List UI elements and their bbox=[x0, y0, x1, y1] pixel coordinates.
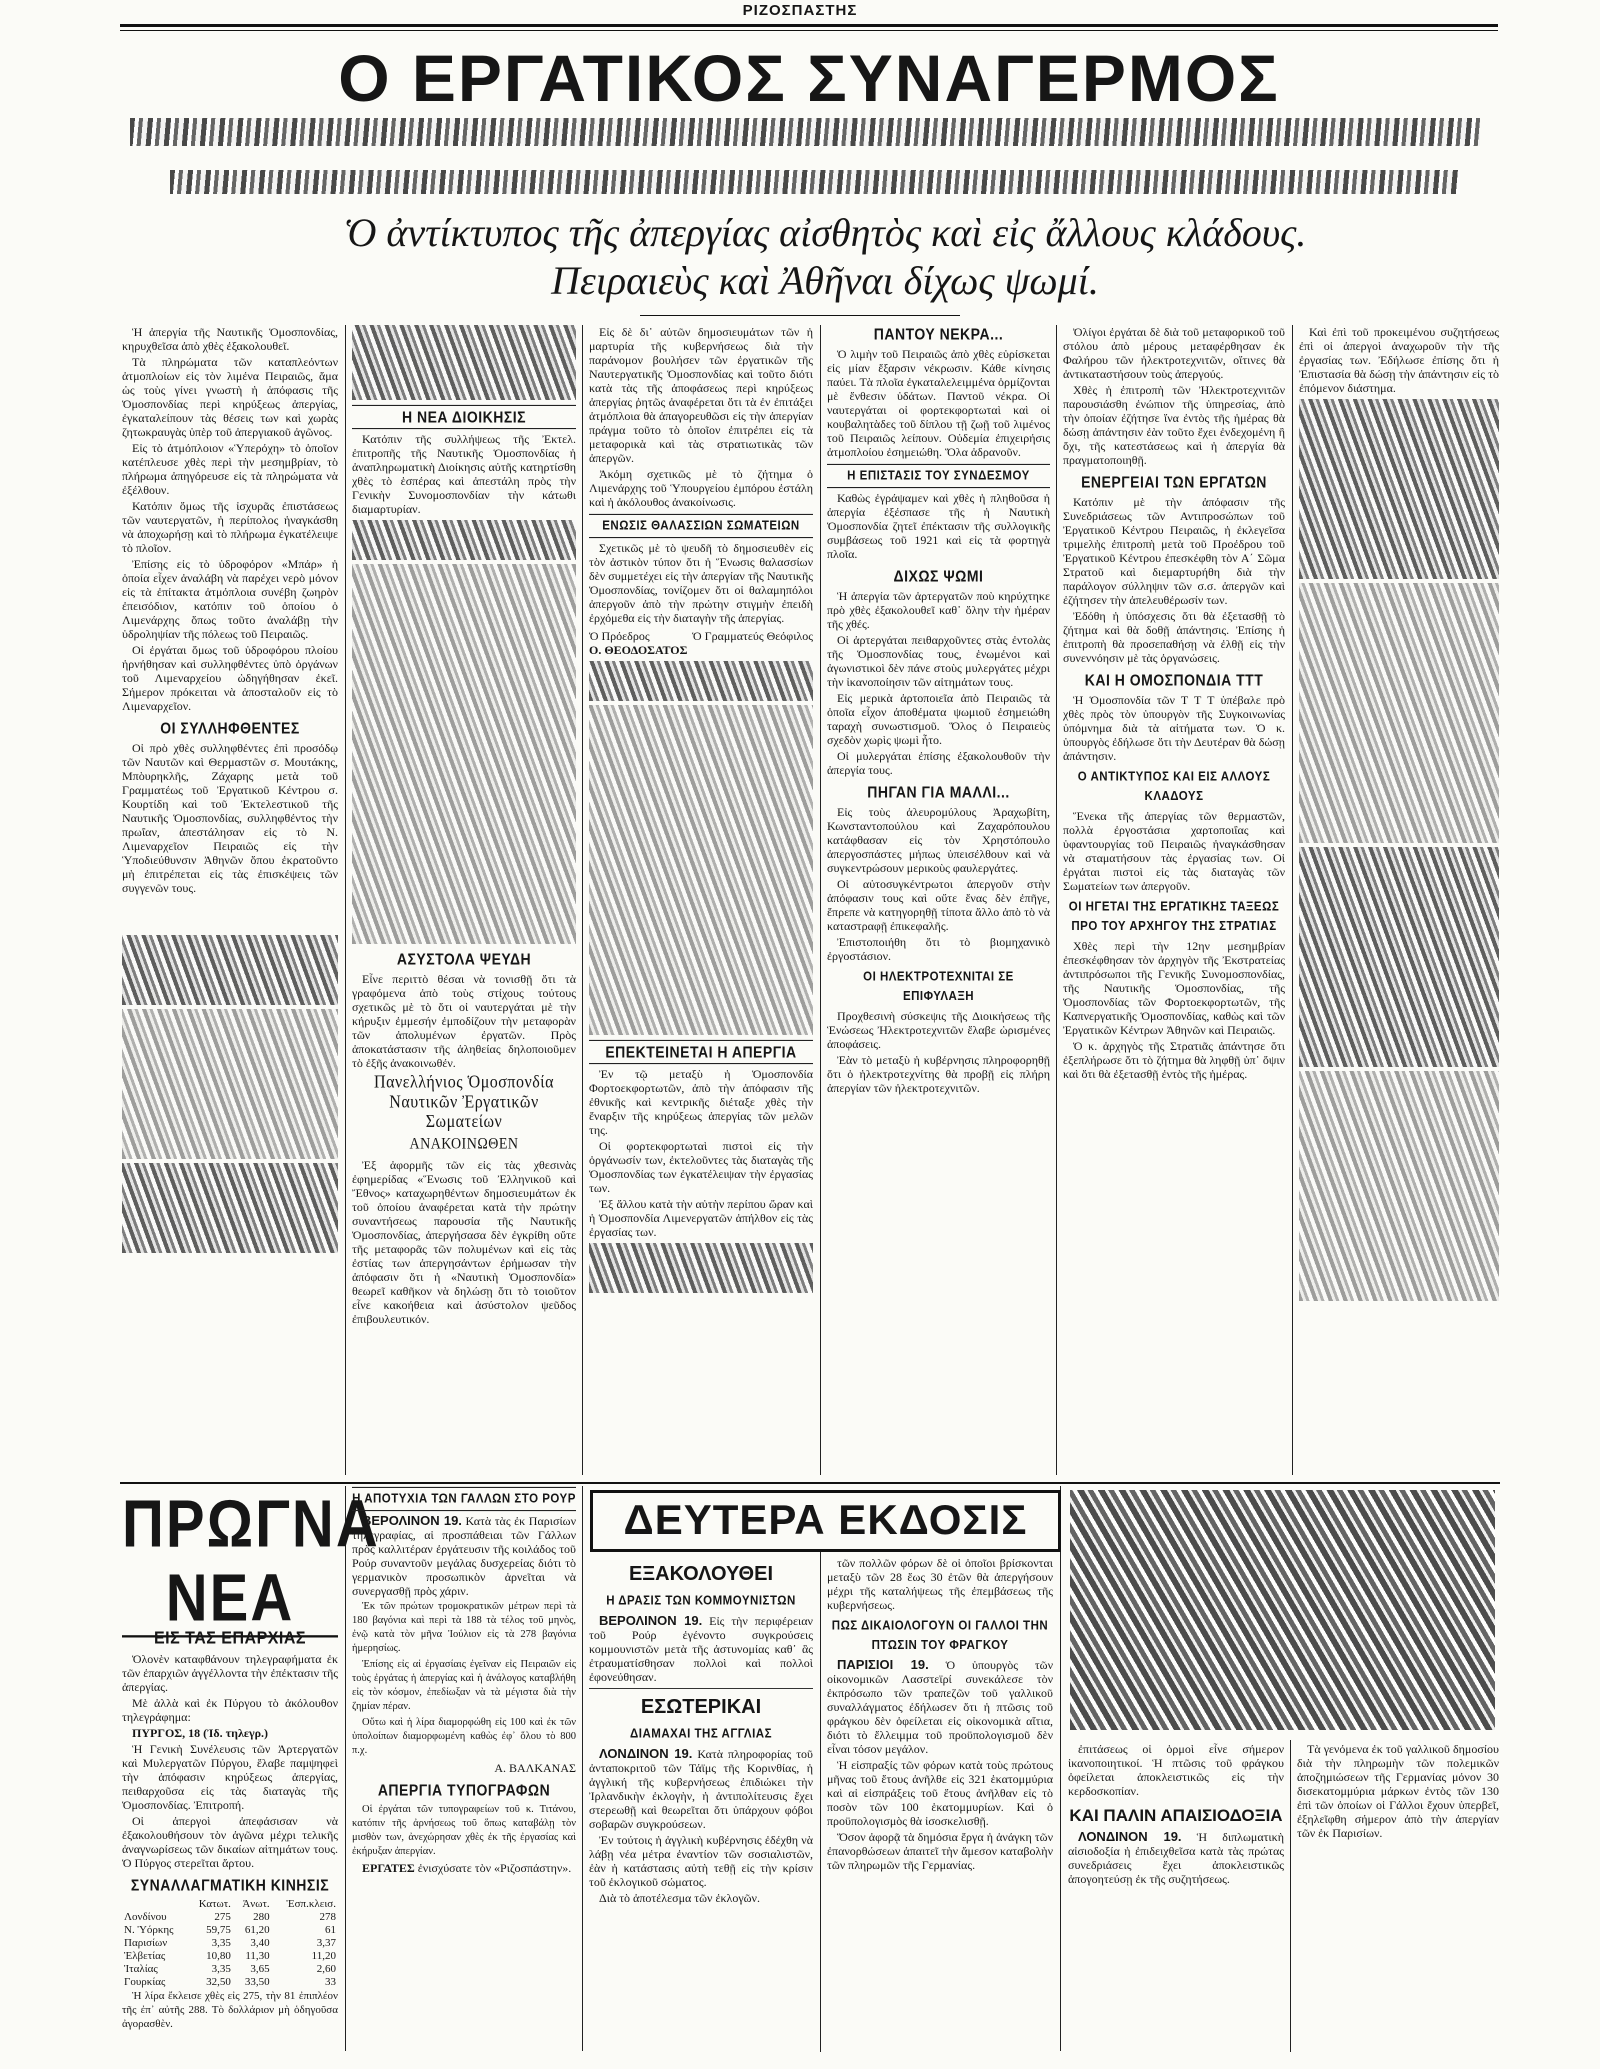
dateline: ΒΕΡΟΛΙΝΟΝ 19. bbox=[599, 1613, 703, 1628]
article-column-2 bbox=[352, 325, 576, 1475]
paragraph: Εἰς δὲ δι᾽ αὐτῶν δημοσιευμάτων τῶν ἡ μαρτυρία τῆς κυβερνήσεως διὰ τὴν παράνομον βουλήσεν τῶν ἐργατικῶν τῆς Ναυτεργατικῆς Ὁμοσπονδίας καὶ τοῦτο διότι κατὰ τὰς τῆς ἀποφάσεως περὶ κηρύξεως ἀπεργίας ῥητῶς ἀναφέρεται ὅτι τὰ ἐν ἐπιτάξει ἀτμόπλοια θὰ ἀπαγορευθῶσι εἰς τὴν ἀπεργίαν πράγμα τοῦτο τὸ ὁποῖον ἐπιτρέπει εἰς τὰ μεταφορικὰ καὶ τὰς στρατιωτικὰς τῶν ἀπεργῶν. bbox=[589, 325, 813, 465]
illegible-text-block bbox=[1070, 1490, 1495, 1730]
illegible-text-block bbox=[352, 564, 576, 944]
illegible-text-block bbox=[1299, 847, 1499, 1067]
column-separator bbox=[820, 325, 821, 1475]
paragraph: Κατόπιν μὲ τὴν ἀπόφασιν τῆς Συνεδριάσεως τῶν Αντιπροσώπων τοῦ Ἐργατικοῦ Κέντρου Πειραιῶς, ἡ ἐκλεγεῖσα τριμελὴς ἐπιτροπὴ μετὰ τοῦ Προέδρου τοῦ Ἐργατικοῦ Κέντρου ἐπεσκέφθη τὸν Α΄ Σῶμα Στρατοῦ καὶ διεμαρτυρήθη διὰ τὴν παράλογον σύλληψιν τῶν σ.σ. ἀπεργῶν καὶ ἐζήτησεν τὴν ἀπελευθέρωσίν των. bbox=[1063, 495, 1285, 607]
dateline: ΠΥΡΓΟΣ, 18 (Ἰδ. τηλεγρ.) bbox=[132, 1726, 269, 1740]
table-cell: 10,80 bbox=[206, 1950, 231, 1962]
paragraph: Ἐξ ἀφορμῆς τῶν εἰς τὰς χθεσινὰς ἐφημερίδας «Ἕνωσις τοῦ Ἐλληνικοῦ καὶ Ἔθνος» καταχωρηθέντων δημοσιευμάτων ἐκ τοῦ ὁποίου ἀναφέρεται κατὰ τὴν πρώτην συναντήσεως παρουσία τῆς Ναυτικῆς Ὁμοσπονδίας, ἀπεργήσασα δὲν ἐγκρίθη οὔτε τῆς μεταφορᾶς τῶν πολυμένων καὶ εἰς τὰς ἐστίας των ἀπεργησάντων ἐρήμωσαν τὴν ἀπόφασιν ὅτι ἡ «Ναυτικὴ Ὁμοσπονδία» θεωρεῖ καθῆκον νὰ δηλώσῃ ὅτι τὸ τοιοῦτον εἶνε κακοήθεια καὶ ἀσύστολον ψεῦδος ἐπιβουλευτικόν. bbox=[352, 1158, 576, 1326]
article-proina-nea bbox=[122, 1486, 380, 2058]
illegible-text-block bbox=[122, 1163, 338, 1253]
paragraph: Οὕτω καὶ ἡ λίρα διαμορφώθη εἰς 100 καὶ ἐκ τῶν ὑπολοίπων διαμορφωμένη καθὼς ἐφ᾽ ὅλου τὸ 800 π.χ. bbox=[352, 1717, 576, 1756]
paragraph: Ἐν τούτοις ἡ ἀγγλικὴ κυβέρνησις ἐδέχθη νὰ λάβῃ νέα μέτρα ἐναντίον τῶν σοσιαλιστῶν, ἐὰν ἡ κατάστασις αὐτὴ τεθῇ εἰς τὴν κρίσιν τοῦ ἐκλογικοῦ σώματος. bbox=[589, 1833, 813, 1889]
section-heading: ΕΞΑΚΟΛΟΥΘΕΙ bbox=[628, 1563, 774, 1585]
section-heading: ΚΑΙ Η ΟΜΟΣΠΟΝΔΙΑ ΤΤΤ bbox=[1084, 671, 1264, 689]
table-row bbox=[122, 1911, 338, 1924]
paragraph: Ἐδόθη ἡ ὑπόσχεσις ὅτι θὰ ἐξετασθῇ τὸ ζήτημα καὶ θὰ δοθῇ ἀπάντησις. Ἐπίσης ἡ ἐπιτροπὴ θὰ προσεπαθήσῃ νὰ ἐλθῇ εἰς τὴν συνεννόησιν μὲ τὰς ὀργανώσεις. bbox=[1063, 609, 1285, 665]
section-heading: Η ΕΠΙΣΤΑΣΙΣ ΤΟΥ ΣΥΝΔΕΣΜΟΥ bbox=[827, 464, 1050, 488]
paragraph: Εἶνε περιττὸ θέσαι νὰ τονισθῇ ὅτι τὰ γραφόμενα ἀπὸ τοὺς στίχους τούτους σχετικῶς μὲ τὸ ὅτι οἱ ναυτεργάται μὲ τὴν κήρυξιν ἐμμεσήν ἐμποδίζουν τὴν μεταφορὰν τῶν ἀπολυμένων ἐργατῶν. Πρὸς ἀποκατάστασιν τῆς ἀληθείας δηλοποιοῦμεν τὸ ἐξῆς ἀνακοινωθέν. bbox=[352, 972, 576, 1070]
signature-president: Ὁ Πρόεδρος Ο. ΘΕΟΔΟΣΑΤΟΣ bbox=[589, 629, 688, 657]
table-cell: 3,35 bbox=[211, 1937, 231, 1949]
column-separator bbox=[345, 1486, 346, 2051]
paragraph: Ἐξ ἄλλου κατὰ τὴν αὐτὴν περίπου ὥραν καὶ ἡ Ὁμοσπονδία Λιμενεργατῶν ἀπήλθον εἰς τὰς ἐργασίας των. bbox=[589, 1197, 813, 1239]
article-exakolouthei bbox=[589, 1556, 813, 2056]
paper-name: ΡΙΖΟΣΠΑΣΤΗΣ bbox=[742, 2, 858, 19]
table-cell: 280 bbox=[253, 1911, 270, 1923]
table-row bbox=[122, 1976, 338, 1989]
article-column-3 bbox=[589, 325, 813, 1475]
section-heading: ΠΗΓΑΝ ΓΙΑ ΜΑΛΛΙ... bbox=[867, 783, 1010, 801]
paragraph: Οἱ πρὸ χθὲς συλληφθέντες ἐπὶ προσόδῳ τῶν Ναυτῶν καὶ Θερμαστῶν σ. Μουτάκης, Μπὸυρηκλῆς, Ζάχαρης μετὰ τοῦ Γραμματέως τοῦ Ἐργατικοῦ Κέντρου σ. Κουρτίδη καὶ τοῦ Ἐκτελεστικοῦ τῆς Ναυτικῆς Ὁμοσπονδίας, συλληφθέντος τὴν πρωΐαν, ἀπεστάλησαν εἰς τὸ Ν. Λιμεναρχεῖον Πειραιῶς εἰς τὴν Ὑποδιεύθυνσιν Ἀθηνῶν ὅπου ἐκρατοῦντο μὴ ἐπιτρέπεται εἰς τὰς ἐπισκέψεις τῶν συγγενῶν τους. bbox=[122, 741, 338, 895]
column-separator bbox=[1056, 325, 1057, 1475]
second-edition-banner: ΔΕΥΤΕΡΑ ΕΚΔΟΣΙΣ bbox=[590, 1490, 1061, 1552]
paragraph: Εἰς τὸ ἀτμόπλοιον «Ὑπερόχη» τὸ ὁποῖον κατέπλευσε χθὲς περὶ τὴν μεσημβρίαν, τὸ πλήρωμα ἀπηγόρευσε εἰς τὰ πληρώματα νὰ ἐξέλθουν. bbox=[122, 441, 338, 497]
section-heading: ΠΩΣ ΔΙΚΑΙΟΛΟΓΟΥΝ ΟΙ ΓΑΛΛΟΙ ΤΗΝ ΠΤΩΣΙΝ ΤΟΥ ΦΡΑΓΚΟΥ bbox=[831, 1619, 1049, 1653]
table-cell: 275 bbox=[214, 1911, 231, 1923]
column-separator bbox=[582, 1486, 583, 2051]
illegible-text-block bbox=[352, 520, 576, 560]
paragraph: Προχθεσινὴ σύσκεψις τῆς Διοικήσεως τῆς Ἑνώσεως Ἠλεκτροτεχνιτῶν ἔλαβε ὡρισμένες ἀποφάσεις. bbox=[827, 1009, 1050, 1051]
subhead-line-1: Ὁ ἀντίκτυπος τῆς ἀπεργίας αἰσθητὸς καὶ εἰς ἄλλους κλάδους. bbox=[343, 210, 1307, 255]
table-cell: 3,37 bbox=[316, 1937, 336, 1949]
section-heading: ΕΠΕΚΤΕΙΝΕΤΑΙ Η ΑΠΕΡΓΙΑ bbox=[589, 1040, 813, 1064]
paragraph: ἐπιτάσεως οἱ ὁρμοὶ εἶνε σήμερον ἱκανοποιητικοί. Ἡ πτῶσις τοῦ φράγκου ὀφείλεται ἀποκλειστικῶς εἰς τὴν κερδοσκοπίαν. bbox=[1068, 1742, 1284, 1798]
paragraph: Ὀλίγοι ἐργάται δὲ διὰ τοῦ μεταφορικοῦ τοῦ στόλου ἀπὸ μέρους μεταφέρθησαν ἐκ Φαλήρου τῶν ἠλεκτροτεχνιτῶν, οἵτινες θὰ ἀντικαταστήσουν τοὺς ἀπεργούς. bbox=[1063, 325, 1285, 381]
illegible-text-block bbox=[1299, 399, 1499, 579]
table-cell: 3,40 bbox=[250, 1937, 270, 1949]
paragraph: ΒΕΡΟΛΙΝΟΝ 19. Εἰς τὴν περιφέρειαν τοῦ Ρούρ ἐγένοντο συγκρούσεις κομμουνιστῶν μετὰ τῆς ἀστυνομίας καθ᾽ ἃς ἐτραυματίσθησαν πολλοὶ καὶ πολλοὶ ἐφονεύθησαν. bbox=[589, 1613, 813, 1684]
table-header: Ἀνωτ. bbox=[242, 1898, 270, 1910]
dateline: ΠΑΡΙΣΙΟΙ 19. bbox=[837, 1657, 929, 1672]
section-heading: ΚΑΙ ΠΑΛΙΝ ΑΠΑΙΣΙΟΔΟΞΙΑ bbox=[1069, 1806, 1283, 1825]
paragraph: Εἰς μερικὰ ἀρτοποιεῖα ἀπὸ Πειραιῶς τὰ ὁποῖα εἶχον ἀποθέματα ψωμιοῦ ἐσημειώθη ταραχὴ συνωστισμοῦ. Ὅλος ὁ Πειραιεὺς σχεδὸν χωρὶς ψωμὶ ἦτο. bbox=[827, 691, 1050, 747]
table-cell: 278 bbox=[319, 1911, 336, 1923]
section-heading: ΠΑΝΤΟΥ ΝΕΚΡΑ... bbox=[873, 325, 1004, 343]
divider bbox=[589, 1688, 813, 1689]
section-heading: ΕΝΩΣΙΣ ΘΑΛΑΣΣΙΩΝ ΣΩΜΑΤΕΙΩΝ bbox=[589, 514, 813, 538]
article-franc bbox=[827, 1556, 1053, 2056]
article-right-lower-1 bbox=[1068, 1742, 1284, 2057]
table-row bbox=[122, 1924, 338, 1937]
paragraph: Ἐν τῷ μεταξὺ ἡ Ὁμοσπονδία Φορτοεκφορτωτῶν, ἀπὸ τὴν ἀπόφασιν τῆς ἐθνικῆς καὶ κεντρικῆς διέταξε χθὲς τὴν ἔναρξιν τῆς κηρύξεως ἀπεργίας τῶν μελῶν της. bbox=[589, 1067, 813, 1137]
section-heading: Η ΑΠΟΤΥΧΙΑ ΤΩΝ ΓΑΛΛΩΝ ΣΤΟ ΡΟΥΡ bbox=[352, 1487, 576, 1511]
column-separator bbox=[1060, 1486, 1061, 2051]
table-header bbox=[122, 1898, 188, 1911]
table-cell: 2,60 bbox=[316, 1963, 336, 1975]
paragraph: Κατόπιν ὅμως τῆς ἰσχυρᾶς ἐπιστάσεως τῶν ναυτεργατῶν, ἡ περίπολος ἠναγκάσθη νὰ ἀποχωρήσῃ καὶ τὸ πλήρωμα ἐγκατέλειψε τὸ πλοῖον. bbox=[122, 499, 338, 555]
paragraph: Ἐπίσης εἰς τὸ ὑδροφόρον «Μπάρ» ἡ ὁποία εἶχεν ἀναλάβη νὰ παρέχει νερὸ μόνον εἰς τὰ ἐπίτακτα ἀτμόπλοια συνέβη ζωηρὸν ἐπεισόδιον, κατόπιν τοῦ ὁποίου ὁ Λιμενάρχης ὅπως τοῦτο ἀναλάβῃ τὴν ὑδροληψίαν τῆς πόλεως τοῦ Πειραιῶς. bbox=[122, 557, 338, 641]
section-heading: ΣΥΝΑΛΛΑΓΜΑΤΙΚΗ ΚΙΝΗΣΙΣ bbox=[130, 1876, 330, 1894]
section-heading: Ο ΑΝΤΙΚΤΥΠΟΣ ΚΑΙ ΕΙΣ ΑΛΛΟΥΣ ΚΛΑΔΟΥΣ bbox=[1077, 770, 1271, 804]
smeared-deck-2 bbox=[170, 170, 1460, 194]
table-row bbox=[122, 1937, 338, 1950]
signature-block bbox=[589, 629, 813, 657]
article-right-lower-2 bbox=[1297, 1742, 1499, 2057]
exchange-rate-table bbox=[122, 1898, 338, 1989]
signature: Α. ΒΑΛΚΑΝΑΣ bbox=[494, 1761, 576, 1775]
paragraph bbox=[122, 1726, 338, 1740]
section-heading: ΕΡΓΑΤΕΣ bbox=[362, 1861, 415, 1875]
column-separator bbox=[820, 1552, 821, 2052]
top-rule bbox=[120, 24, 1498, 27]
paragraph: Ἡ εἰσπραξίς τῶν φόρων κατὰ τοὺς πρώτους μῆνας τοῦ ἔτους ἀνῆλθε εἰς 321 ἑκατομμύρια καὶ αἱ εἰσπράξεις τοῦ ἔτους ἀνῆλθαν εἰς τὸ ποσὸν τῶν 100 ἑκατομμυρίων. Καὶ ὁ προϋπολογισμὸς θὰ ἰσοσκελισθῇ. bbox=[827, 1758, 1053, 1828]
paragraph: Ἐκ τῶν πρώτων τρομοκρατικῶν μέτρων περὶ τὰ 180 βαγόνια καὶ περὶ τὰ 188 τὰ τέλος τοῦ μηνὸς, ἐνῷ κατὰ τὸν μῆνα Ἰούλιον εἰς τὰ 278 βαγόνια ἡμερησίως. bbox=[352, 1601, 576, 1654]
paragraph: ΕΡΓΑΤΕΣ ἐνισχύσατε τὸν «Ριζοσπάστην». bbox=[362, 1861, 572, 1875]
paragraph: ΒΕΡΟΛΙΝΟΝ 19. Κατὰ τὰς ἐκ Παρισίων τηλεγραφίας, αἱ προσπάθειαι τῶν Γάλλων πρὸς καλλιτέραν ἐργάτευσιν τῆς κοιλάδος τοῦ Ρούρ συναντοῦν μεγάλας δυσχερείας διότι τὸ γερμανικὸν προσωπικὸν ἀρνεῖται νὰ συνεργασθῇ πρὸς χάριν. bbox=[352, 1513, 576, 1598]
section-heading: ΟΙ ΗΓΕΤΑΙ ΤΗΣ ΕΡΓΑΤΙΚΗΣ ΤΑΞΕΩΣ ΠΡΟ ΤΟΥ ΑΡΧΗΓΟΥ ΤΗΣ ΣΤΡΑΤΙΑΣ bbox=[1068, 900, 1280, 934]
article-ruhr bbox=[352, 1488, 576, 2058]
table-cell: 61 bbox=[325, 1924, 336, 1936]
paragraph: ΠΑΡΙΣΙΟΙ 19. Ὁ ὑπουργὸς τῶν οἰκονομικῶν Λασστεϊρί συνεκάλεσε τὸν ἐκπρόσωπο τῶν τραπεζῶν τοῦ γαλλικοῦ συναλλάγματος ἐδήλωσεν ὅτι ἡ πτῶσις τοῦ φράγκου δὲν ὀφείλεται εἰς οἰκονομικὰ αἴτια, διότι τὸ ἔλλειμμα τοῦ προϋπολογισμοῦ δὲν εἶναι τόσον μεγάλον. bbox=[827, 1657, 1054, 1756]
paragraph: Οἱ ἀρτεργάται πειθαρχοῦντες στὰς ἐντολὰς τῆς Ὁμοσπονδίας τους, ἑνωμένοι καὶ ἀγωνιστικοὶ δὲν πάνε στοὺς μυλεργάτες μέχρι τὴν ἱκανοποίησιν τῶν αἰτημάτων τους. bbox=[827, 633, 1050, 689]
paragraph: Καθὼς ἐγράψαμεν καὶ χθὲς ἡ πληθοῦσα ἡ ἀπεργία ἐξέσπασε τῆς ἡ Ναυτικὴ Ὁμοσπονδία ζητεῖ ἐπέκτασιν τῆς συλλογικῆς συμβάσεως τοῦ 1921 καὶ εἰς τὰ φορτηγὰ πλοῖα. bbox=[827, 491, 1050, 561]
table-cell: Γουρκίας bbox=[124, 1976, 166, 1988]
paragraph: Ἡ Γενικὴ Συνέλευσις τῶν Ἀρτεργατῶν καὶ Μυλεργατῶν Πύργου, ἔλαβε παμψηφεὶ τὴν ἀπόφασιν κηρύξεως ἀπεργίας, πειθαρχοῦσα εἰς τὰς διαταγὰς τῆς Ὁμοσπονδίας. Ἐπιτροπή. bbox=[122, 1742, 338, 1812]
dateline: ΛΟΝΔΙΝΟΝ 19. bbox=[599, 1746, 693, 1761]
section-heading: ΟΙ ΣΥΛΛΗΦΘΕΝΤΕΣ bbox=[160, 719, 300, 737]
paragraph: Ἡ Ὁμοσπονδία τῶν Τ Τ Τ ὑπέβαλε πρὸ χθὲς πρὸς τὸν ὑπουργὸν τῆς Συγκοινωνίας ὑπόμνημα διὰ τὰ αἰτήματα των. Ὁ κ. ὑπουργὸς ἐδήλωσε ὅτι τὴν Δευτέραν θὰ δώσῃ ἀπάντησιν. bbox=[1063, 693, 1285, 763]
paragraph: Τὰ γενόμενα ἐκ τοῦ γαλλικοῦ δημοσίου διὰ τὴν πληρωμὴν τῶν πολεμικῶν ἀποζημιώσεων τῆς Γερμανίας μόνον 30 δισεκατομμύρια μάρκων ἐντὸς τῶν 130 ἐπὶ τῶν ὁποίων οἱ Γάλλοι ἔχουν ὑπερβεῖ, ἐξηλεῖφθη σήμερον ἀπὸ τὴν ἀπεργίαν τῶν ἐκ Παρισίων. bbox=[1297, 1742, 1499, 1840]
illegible-text-block bbox=[122, 935, 338, 1005]
dateline: ΒΕΡΟΛΙΝΟΝ 19. bbox=[362, 1513, 462, 1528]
section-heading: ΑΝΑΚΟΙΝΩΘΕΝ bbox=[409, 1136, 519, 1153]
section-heading: ΔΙΧΩΣ ΨΩΜΙ bbox=[893, 567, 984, 585]
section-heading: Η ΝΕΑ ΔΙΟΙΚΗΣΙΣ bbox=[352, 405, 576, 429]
paragraph: Οἱ αὐτοσυγκέντρωτοι ἀπεργοῦν στὴν ἀπόφασιν τους καὶ οὔτε ἕνας δὲν ἐπῆγε, ἔπρεπε νὰ κατηγορηθῇ τίποτα ἄλλο ἀπὸ τὸ νὰ καταστραφῇ ἐπικεφαλῆς. bbox=[827, 877, 1050, 933]
top-rule-thin bbox=[120, 30, 1498, 31]
illegible-text-block bbox=[589, 1243, 813, 1293]
paragraph: Εἰς τοὺς ἀλευρομύλους Ἀραχωβίτη, Κωνσταντοπούλου καὶ Ζαχαρόπουλου κατάφθασαν εἰς τὸν Χρηστόπουλο ἀπεργοσπάστες μήπως ὑπεισέλθουν καὶ νὰ συγκεντρώσουν μερικοὺς φαυλεργάτες. bbox=[827, 805, 1050, 875]
column-separator bbox=[582, 325, 583, 1475]
article-column-1 bbox=[122, 325, 338, 1475]
signature-secretary: Ὁ Γραμματεύς Θεόφιλος bbox=[692, 629, 813, 643]
section-subheading: Η ΔΡΑΣΙΣ ΤΩΝ ΚΟΜΜΟΥΝΙΣΤΩΝ bbox=[606, 1594, 796, 1608]
proina-nea-title: ΠΡΩΓΝΑ ΝΕΑ bbox=[122, 1488, 338, 1638]
table-header: Κατωτ. bbox=[198, 1898, 231, 1910]
section-heading: Πανελλήνιος Ὁμοσπονδία Ναυτικῶν Ἐργατικῶν Σωματείων bbox=[374, 1073, 554, 1132]
paragraph: Ὁ κ. ἀρχηγὸς τῆς Στρατιᾶς ἀπάντησε ὅτι ἐξεπλήρωσε ὅτι τὸ ζήτημα θὰ ληφθῇ ὑπ᾽ ὄψιν καὶ ὅτι θὰ ἐξετασθῇ ἐντὸς τῆς ἡμέρας. bbox=[1063, 1039, 1285, 1081]
paragraph: Οἱ ἐργάται τῶν τυπογραφείων τοῦ κ. Τιτάνου, κατόπιν τῆς ἀρνήσεως τοῦ ὅπως καταβάλῃ τὸν μισθὸν των, ἀνεχώρησαν χθὲς ἐκ τῆς ἐργασίας καὶ ἐκήρυξαν ἀπεργίαν. bbox=[352, 1804, 576, 1857]
article-column-5 bbox=[1063, 325, 1285, 1475]
paragraph: Τὰ πληρώματα τῶν καταπλεόντων ἀτμοπλοίων εἰς τὸν λιμένα Πειραιῶς, ἅμα ὡς τοὺς γίνει γνωστὴ ἡ ἀπόφασις τῆς Ὁμοσπονδίας περὶ κηρύξεως ἀπεργίας, ἐγκαταλείπουν τὰς θέσεις των καὶ χωρὰς ζητωκραυγὰς ὑπὲρ τοῦ ἀπεργιακοῦ ἀγῶνος. bbox=[122, 355, 338, 439]
table-cell: 61,20 bbox=[244, 1924, 270, 1936]
paragraph: Οἱ ἀπεργοὶ ἀπεφάσισαν νὰ ἐξακολουθήσουν τὸν ἀγῶνα μέχρι τελικῆς ἀναγνωρίσεως τῶν δικαίων αἰτημάτων τους. Ὁ Πύργος στερεῖται ἄρτου. bbox=[122, 1814, 338, 1870]
table-cell: Ν. Ὑόρκης bbox=[124, 1924, 174, 1936]
subhead-line-2: Πειραιεὺς καὶ Ἀθῆναι δίχως ψωμί. bbox=[551, 258, 1099, 303]
paragraph: Μὲ ἀλλὰ καὶ ἐκ Πύργου τὸ ἀκόλουθον τηλεγράφημα: bbox=[122, 1696, 338, 1724]
paragraph: Οἱ μυλεργάται ἐπίσης ἐξακολουθοῦν τὴν ἀπεργία τους. bbox=[827, 749, 1050, 777]
paragraph: ΛΟΝΔΙΝΟΝ 19. Ἡ διπλωματικὴ αἰσιοδοξία ἡ ἐπιδειχθεῖσα κατὰ τὰς πρώτας συνεδριάσεις ἔχει ἀποκλειστικῶς ἀπογοητεύσῃ ἐκ τῆς συζητήσεως. bbox=[1068, 1829, 1284, 1886]
paragraph: Χθὲς ἡ ἐπιτροπὴ τῶν Ἠλεκτροτεχνιτῶν παρουσιάσθη ἐνώπιον τῆς ὑπηρεσίας, ἀπὸ τὴν ὁποίαν ἐζήτησε ἵνα ἐντὸς τῆς ἡμέρας θὰ δώσῃ ἀπάντησιν ἐὰν τοῦτο ἔχει ἐνδεχομένη ἢ ὄχι, τῆς κατεστάσεως καὶ ἡ ἀπεργία θὰ πραγματοποιηθῇ. bbox=[1063, 383, 1285, 467]
illegible-text-block bbox=[352, 325, 576, 400]
section-heading: ΕΝΕΡΓΕΙΑΙ ΤΩΝ ΕΡΓΑΤΩΝ bbox=[1081, 473, 1267, 491]
paragraph: Διὰ τὸ ἀποτέλεσμα τῶν ἐκλογῶν. bbox=[599, 1891, 760, 1905]
table-cell: 11,30 bbox=[245, 1950, 270, 1962]
section-heading: ΟΙ ΗΛΕΚΤΡΟΤΕΧΝΙΤΑΙ ΣΕ ΕΠΙΦΥΛΑΞΗ bbox=[863, 970, 1014, 1004]
paragraph: Ὅσον ἀφορᾷ τὰ δημόσια ἔργα ἡ ἀνάγκη τῶν ἐπανορθώσεων ἀπαιτεῖ τὴν ἄμεσον καταβολὴν τῶν πληρωμῶν τῆς Γερμανίας. bbox=[827, 1830, 1053, 1872]
subhead-rule bbox=[640, 315, 960, 316]
paragraph: Ὁλονὲν καταφθάνουν τηλεγραφήματα ἐκ τῶν ἐπαρχιῶν ἀγγέλλοντα τὴν ἐπέκτασιν τῆς ἀπεργίας. bbox=[122, 1652, 338, 1694]
paragraph: Οἱ φορτεκφορτωταὶ πιστοὶ εἰς τὴν ὀργάνωσίν των, ἐκτελοῦντες τὰς διαταγὰς τῆς Ὁμοσπονδίας των ἐγκατέλειψαν τὴν ἐργασίας των. bbox=[589, 1139, 813, 1195]
section-subheading: ΔΙΑΜΑΧΑΙ ΤΗΣ ΑΓΓΛΙΑΣ bbox=[630, 1727, 772, 1741]
banner-headline: Ο ΕΡΓΑΤΙΚΟΣ ΣΥΝΑΓΕΡΜΟΣ bbox=[338, 41, 1280, 115]
paragraph: Οἱ ἐργάται ὅμως τοῦ ὑδροφόρου πλοίου ἠρνήθησαν καὶ συλληφθέντες ὑπὸ ὀργάνων τοῦ Λιμεναρχείου ὡδηγήθησαν ἐκεῖ. Σήμερον πρόκειται νὰ ἀποσταλοῦν εἰς τὸ Λιμεναρχεῖον. bbox=[122, 643, 338, 713]
illegible-text-block bbox=[122, 1009, 338, 1159]
article-column-4 bbox=[827, 325, 1050, 1475]
table-cell: Ἑλβετίας bbox=[124, 1950, 166, 1962]
table-cell: 33 bbox=[325, 1976, 336, 1988]
paragraph: Χθὲς περὶ τὴν 12ην μεσημβρίαν ἐπεσκέφθησαν τὸν ἀρχηγὸν τῆς Ἐκστρατείας ἀντιπρόσωποι τῆς Γενικῆς Συνομοσπονδίας, τῆς Ναυτικῆς Ὁμοσπονδίας, τῆς Ὁμοσπονδίας τῶν Φορτοεκφορτωτῶν, τῆς Καπνεργατικῆς Ὁμοσπονδίας, καθὼς καὶ τῶν Ἐργατικῶν Κέντρων Ἀθηνῶν καὶ Πειραιῶς. bbox=[1063, 939, 1285, 1037]
article-column-6 bbox=[1299, 325, 1499, 1475]
illegible-text-block bbox=[1299, 583, 1499, 843]
column-separator bbox=[345, 325, 346, 1475]
table-cell: 11,20 bbox=[311, 1950, 336, 1962]
section-heading: ΑΠΕΡΓΙΑ ΤΥΠΟΓΡΑΦΩΝ bbox=[377, 1781, 551, 1799]
dateline: ΛΟΝΔΙΝΟΝ 19. bbox=[1078, 1829, 1182, 1844]
paragraph: Ὁ λιμὴν τοῦ Πειραιῶς ἀπὸ χθὲς εὑρίσκεται εἰς μίαν ἔξαρσιν νέκρωσιν. Κάθε κίνησις παύει. Τὰ πλοῖα ἐγκαταλελειμμένα ὁρμίζονται μὲ ἔνθεσιν ὑδάτων. Παντοῦ νέκρα. Οἱ ναυτεργάται οἱ φορτεκφορτωταὶ καὶ οἱ κουβαλητὰδες τοῦ δίπλου τῇ ζωῇ τοῦ λιμένος τοῦ Πειραιῶς λείπουν. Οὐδεμία ἐπιχειρήσις ἀτμοπλοίου ἐσημειώθη. Ὅλα ἀδρανοῦν. bbox=[827, 347, 1050, 459]
section-heading: ΕΙΣ ΤΑΣ ΕΠΑΡΧΙΑΣ bbox=[153, 1629, 307, 1648]
table-row bbox=[122, 1950, 338, 1963]
table-cell: Ἰταλίας bbox=[124, 1963, 158, 1975]
paragraph: τῶν πολλῶν φόρων δὲ οἱ ὁποῖοι βρίσκονται μεταξὺ τῶν 28 ἕως 30 ἐτῶν θὰ ἀπεργήσουν μέχρι τῆς καταλήψεως τῆς ἐπεμβάσεως τῆς κυβερνήσεως. bbox=[827, 1556, 1053, 1612]
smeared-deck-1 bbox=[130, 118, 1480, 146]
table-cell: Λονδίνου bbox=[124, 1911, 167, 1923]
column-separator bbox=[1292, 325, 1293, 1475]
table-cell: 3,65 bbox=[250, 1963, 270, 1975]
table-header: Ἐσπ.κλεισ. bbox=[286, 1898, 336, 1910]
table-cell: 59,75 bbox=[206, 1924, 231, 1936]
table-cell: 33,50 bbox=[244, 1976, 270, 1988]
illegible-text-block bbox=[1299, 1071, 1499, 1301]
paragraph: Ἐπίσης εἰς αἱ ἐργασίαις ἐγεῖναν εἰς Πειραιῶν εἰς τοὺς ἐργάτας ἡ ἀπεργίας καὶ ἡ ἀνάλογος καταβλήθη εἰς τὸν κόσμον, ἐπεδίωξαν νὰ τὰ μέγιστα διὰ τὴν ζημίαν πέραν. bbox=[352, 1659, 576, 1712]
paragraph: Ἀκόμη σχετικῶς μὲ τὸ ζήτημα ὁ Λιμενάρχης τοῦ Ὑπουργείου ἐμπόρου ἐστάλη καὶ ἡ ἀκόλουθος ἀνακοίνωσις. bbox=[589, 467, 813, 509]
table-header-row bbox=[122, 1898, 338, 1911]
column-separator bbox=[1290, 1740, 1291, 2052]
section-heading: ΑΣΥΣΤΟΛΑ ΨΕΥΔΗ bbox=[396, 950, 532, 968]
section-divider bbox=[120, 1482, 1500, 1484]
table-cell: 3,35 bbox=[211, 1963, 231, 1975]
illegible-text-block bbox=[589, 705, 813, 1035]
paragraph: Ἐπιστοποιήθη ὅτι τὸ βιομηχανικὸ ἐργοστάσιον. bbox=[827, 935, 1050, 963]
paragraph: Ἡ ἀπεργία τῆς Ναυτικῆς Ὁμοσπονδίας, κηρυχθεῖσα ἀπὸ χθὲς ἐξακολουθεῖ. bbox=[122, 325, 338, 353]
table-row bbox=[122, 1963, 338, 1976]
paragraph: Ἕνεκα τῆς ἀπεργίας τῶν θερμαστῶν, πολλὰ ἐργοστάσια χαρτοποιΐας καὶ ὑφαντουργίας τοῦ Πειραιῶς ἠναγκάσθησαν νὰ σταματήσουν τὰς ἐργασίας των. Οἱ ἐργάται πιστοὶ εἰς τὰς διαταγὰς τῶν Σωματείων των ἀπεργοῦν. bbox=[1063, 809, 1285, 893]
paragraph: Σχετικῶς μὲ τὸ ψευδῆ τὸ δημοσιευθὲν εἰς τὸν ἀστικὸν τύπον ὅτι ἡ Ἕνωσις θαλασσίων δὲν συμμετέχει εἰς τὴν ἀπεργίαν τῆς Ναυτικῆς Ὁμοσπονδίας, τονίζομεν ὅτι οἱ θαλαμηπόλοι ἀπεργοῦν ἀπὸ τὴν πρώτην στιγμὴν ἐπειδὴ ἐρχόμεθα εἰς τὴν διαταγὴν τῆς ἀπεργίας. bbox=[589, 541, 813, 625]
section-heading: ΕΣΩΤΕΡΙΚΑΙ bbox=[640, 1696, 762, 1718]
paragraph: Ἐὰν τὸ μεταξὺ ἡ κυβέρνησις πληροφορηθῇ ὅτι ὁ ἡλεκτροτεχνίτης θὰ προβῇ εἰς πλήρη ἀπεργίαν τῶν ἠλεκτροτεχνιτῶν. bbox=[827, 1053, 1050, 1095]
table-cell: 32,50 bbox=[206, 1976, 231, 1988]
paragraph: Κατόπιν τῆς συλλήψεως τῆς Ἐκτελ. ἐπιτροπῆς τῆς Ναυτικῆς Ὁμοσπονδίας ἡ ἀναπληρωματικὴ Διοίκησις αὐτῆς κατηρτίσθη χθὲς τὸ ἑσπέρας καὶ ἀπεστάλη πρὸς τὴν Γενικὴν Συνομοσπονδίαν τὴν κάτωθι διαμαρτυρίαν. bbox=[352, 432, 576, 516]
paragraph: Ἡ ἀπεργία τῶν ἀρτεργατῶν ποὺ κηρύχτηκε πρὸ χθὲς ἐξακολουθεῖ καθ᾽ ὅλην τὴν ἡμέραν τῆς χθές. bbox=[827, 589, 1050, 631]
paragraph: ΛΟΝΔΙΝΟΝ 19. Κατὰ πληροφορίας τοῦ ἀνταποκριτοῦ τῶν Τάϊμς τῆς Κορινθίας, ἡ ἀγγλική τῆς κυβερνήσεως ἐπιδιώκει τὴν Ἰρλανδικὴν ἐκλογὴν, ἡ ἀντιπολίτευσις ἔχει στερεωθῇ καὶ θεωρεῖται ὅτι ὑπάρχουν φόβοι σοβαρῶν συγκρούσεων. bbox=[589, 1746, 813, 1831]
paragraph: Καὶ ἐπὶ τοῦ προκειμένου συζητήσεως ἐπὶ οἱ ἀπεργοὶ ἀναχωροῦν τὴν τῆς ἐργασίας των. Ἐδήλωσε ἐπίσης ὅτι ἡ Ἐπιστασία θὰ δώσῃ τὴν ἀπάντησιν εἰς τὸ ἐπόμενον διάστημα. bbox=[1299, 325, 1499, 395]
paragraph: Ἡ λίρα ἔκλεισε χθὲς εἰς 275, τὴν 81 ἐπιπλέον τῆς ἐπ᾽ αὐτῆς 288. Τὸ δολλάριον μὴ ὁδηγοῦσα ἀγορασθὲν. bbox=[122, 1990, 338, 2030]
illegible-text-block bbox=[589, 661, 813, 701]
table-cell: Παρισίων bbox=[124, 1937, 168, 1949]
